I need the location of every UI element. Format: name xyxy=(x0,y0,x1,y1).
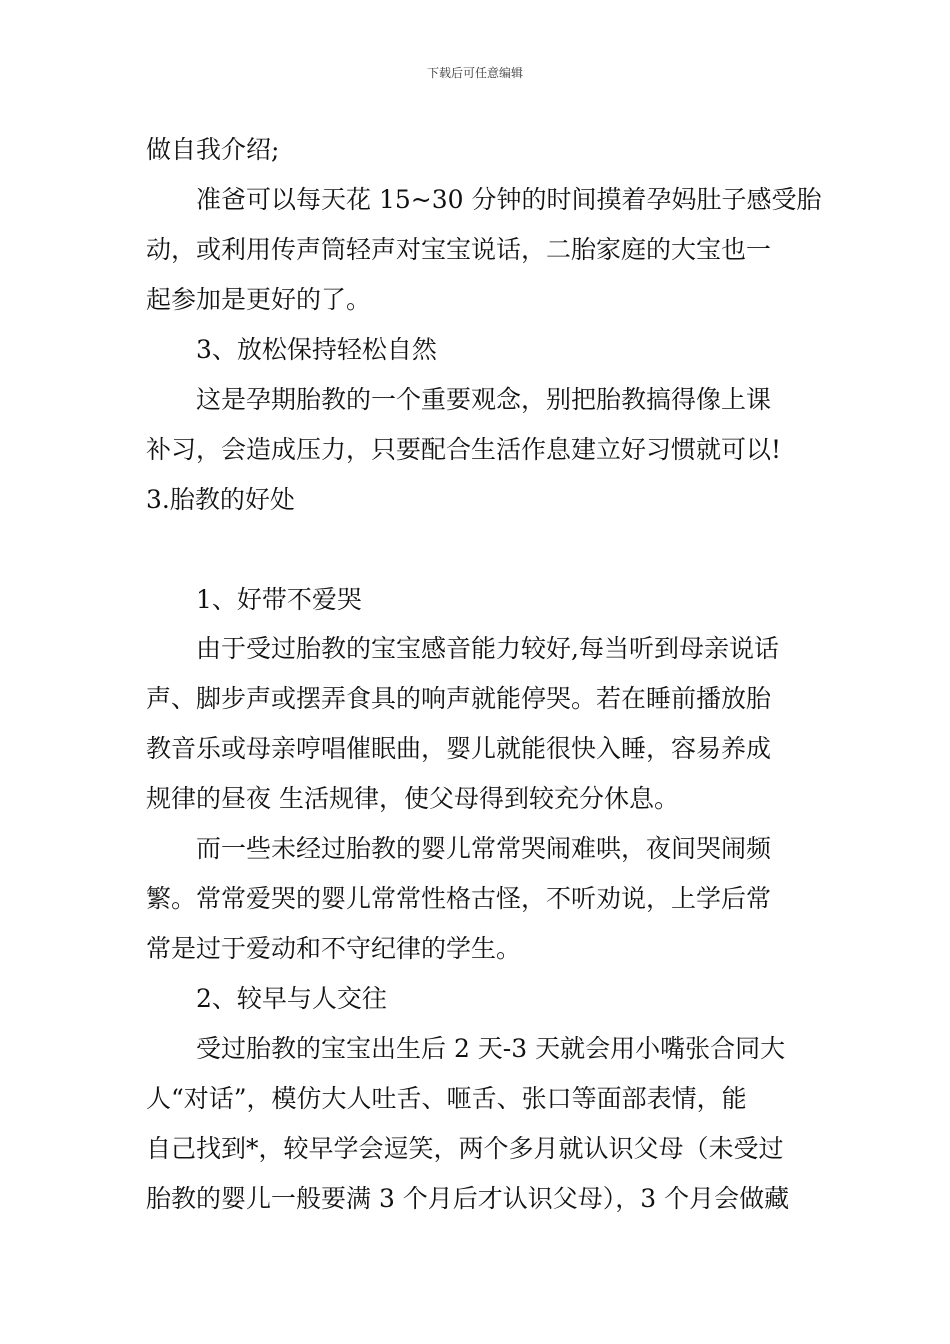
body-line: 做自我介绍; xyxy=(146,135,280,164)
body-line: 教音乐或母亲哼唱催眠曲，婴儿就能很快入睡，容易养成 xyxy=(146,734,772,763)
body-line: 胎教的婴儿一般要满 3 个月后才认识父母），3 个月会做藏 xyxy=(146,1184,790,1213)
body-line: 起参加是更好的了。 xyxy=(146,285,372,314)
body-line: 自己找到*，较早学会逗笑，两个多月就认识父母（未受过 xyxy=(146,1134,784,1163)
body-line: 而一些未经过胎教的婴儿常常哭闹难哄，夜间哭闹频 xyxy=(196,834,772,863)
section-heading: 1、好带不爱哭 xyxy=(196,585,362,614)
body-line: 补习，会造成压力，只要配合生活作息建立好习惯就可以! xyxy=(146,435,782,464)
body-line: 声、脚步声或摆弄食具的响声就能停哭。若在睡前播放胎 xyxy=(146,684,772,713)
section-heading: 3、放松保持轻松自然 xyxy=(196,335,437,364)
body-line: 受过胎教的宝宝出生后 2 天-3 天就会用小嘴张合同大 xyxy=(196,1034,786,1063)
body-line: 常是过于爱动和不守纪律的学生。 xyxy=(146,934,522,963)
section-heading: 3.胎教的好处 xyxy=(146,485,295,514)
body-line: 人“对话”，模仿大人吐舌、咂舌、张口等面部表情，能 xyxy=(146,1084,747,1113)
body-line: 由于受过胎教的宝宝感音能力较好,每当听到母亲说话 xyxy=(196,634,779,663)
body-line: 这是孕期胎教的一个重要观念，别把胎教搞得像上课 xyxy=(196,385,772,414)
body-line: 规律的昼夜 生活规律，使父母得到较充分休息。 xyxy=(146,784,679,813)
body-line: 准爸可以每天花 15~30 分钟的时间摸着孕妈肚子感受胎 xyxy=(196,185,822,214)
page-header: 下载后可任意编辑 xyxy=(426,66,523,80)
section-heading: 2、较早与人交往 xyxy=(196,984,387,1013)
body-line: 繁。常常爱哭的婴儿常常性格古怪，不听劝说，上学后常 xyxy=(146,884,772,913)
body-line: 动，或利用传声筒轻声对宝宝说话，二胎家庭的大宝也一 xyxy=(146,235,772,264)
